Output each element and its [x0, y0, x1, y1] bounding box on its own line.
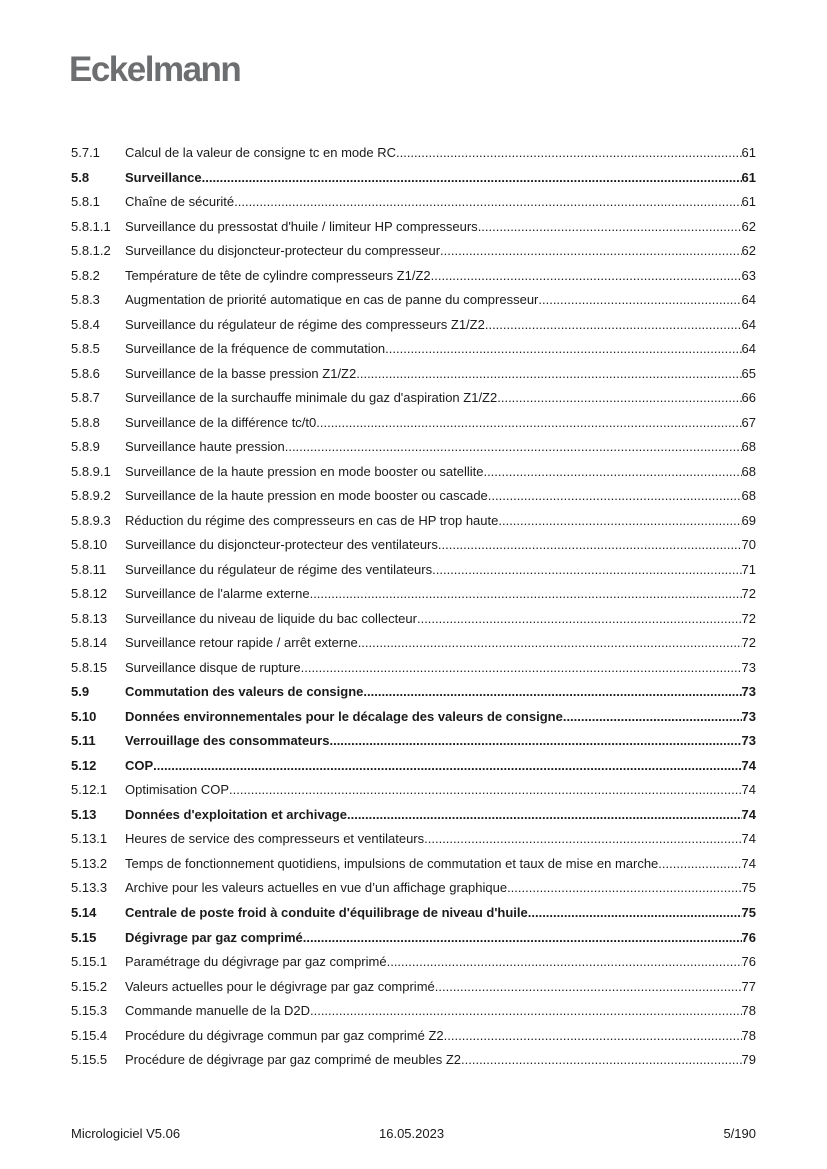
toc-entry-title-wrap [125, 778, 742, 803]
toc-entry[interactable] [71, 975, 756, 1000]
toc-entry[interactable] [71, 190, 756, 215]
toc-entry-number: 5.9 [71, 684, 90, 700]
toc-leader-dots [229, 778, 741, 803]
toc-entry-title: Optimisation COP [125, 782, 230, 798]
toc-entry-number: 5.8.1.1 [71, 218, 111, 234]
toc-entry-title-wrap [125, 484, 742, 509]
toc-entry-page: 65 [741, 365, 756, 381]
toc-entry-number: 5.8.14 [71, 635, 108, 651]
toc-entry-number: 5.8.9.2 [71, 488, 111, 504]
toc-entry-number: 5.8.1.2 [71, 243, 111, 259]
toc-entry-number: 5.13.3 [71, 880, 108, 896]
toc-leader-dots [316, 411, 741, 436]
toc-entry-title: COP [125, 757, 154, 773]
toc-entry-title-wrap [125, 509, 742, 534]
toc-entry-page: 78 [741, 1003, 756, 1019]
toc-entry-title: Valeurs actuelles pour le dégivrage par gaz comprimé [125, 978, 435, 994]
toc-leader-dots [387, 950, 742, 975]
toc-entry[interactable] [71, 337, 756, 362]
toc-entry[interactable] [71, 631, 756, 656]
toc-entry-number: 5.8.12 [71, 586, 108, 602]
toc-entry-title: Surveillance de la surchauffe minimale du gaz d'aspiration Z1/Z2 [125, 390, 498, 406]
toc-leader-dots [234, 190, 741, 215]
toc-entry[interactable] [71, 999, 756, 1024]
toc-entry-title-wrap [125, 950, 742, 975]
toc-entry-title: Paramétrage du dégivrage par gaz comprimé [125, 954, 387, 970]
toc-entry-page: 75 [741, 880, 756, 896]
toc-entry-title: Procédure du dégivrage commun par gaz comprimé Z2 [125, 1027, 444, 1043]
toc-entry-number: 5.13.2 [71, 855, 108, 871]
toc-entry-number: 5.8.6 [71, 365, 100, 381]
toc-entry[interactable] [71, 656, 756, 681]
toc-entry[interactable] [71, 754, 756, 779]
toc-entry-number: 5.8.2 [71, 267, 100, 283]
toc-entry-page: 73 [741, 684, 756, 700]
toc-entry-title: Surveillance de l'alarme externe [125, 586, 310, 602]
toc-entry[interactable] [71, 313, 756, 338]
toc-entry-title-wrap [125, 386, 742, 411]
toc-entry-number: 5.15.1 [71, 954, 108, 970]
toc-entry-title: Heures de service des compresseurs et ventilateurs [125, 831, 425, 847]
toc-entry-title: Augmentation de priorité automatique en cas de panne du compresseur [125, 292, 539, 308]
footer-date: 16.05.2023 [379, 1126, 445, 1141]
toc-leader-dots [347, 803, 742, 828]
toc-entry[interactable] [71, 582, 756, 607]
toc-entry-page: 74 [741, 831, 756, 847]
toc-entry[interactable] [71, 901, 756, 926]
toc-entry-title-wrap [125, 313, 742, 338]
toc-entry-number: 5.8.7 [71, 390, 100, 406]
toc-entry-title-wrap [125, 362, 742, 387]
toc-leader-dots [396, 141, 742, 166]
toc-entry-number: 5.10 [71, 708, 97, 724]
toc-entry-page: 77 [741, 978, 756, 994]
toc-entry-title: Température de tête de cylindre compresseurs Z1/Z2 [125, 267, 431, 283]
toc-entry-title-wrap [125, 827, 742, 852]
toc-leader-dots [358, 631, 742, 656]
page-footer [71, 1126, 756, 1141]
toc-leader-dots [385, 337, 741, 362]
toc-entry-page: 75 [741, 904, 756, 920]
toc-entry-page: 64 [741, 292, 756, 308]
toc-leader-dots [424, 827, 741, 852]
toc-entry-number: 5.8.10 [71, 537, 108, 553]
toc-entry-number: 5.12.1 [71, 782, 108, 798]
toc-entry[interactable] [71, 411, 756, 436]
toc-entry-title-wrap [125, 607, 742, 632]
toc-leader-dots [285, 435, 742, 460]
toc-entry-number: 5.8.11 [71, 561, 107, 577]
toc-entry-page: 73 [741, 708, 756, 724]
toc-leader-dots [301, 656, 742, 681]
toc-entry-title-wrap [125, 288, 742, 313]
toc-entry-title: Dégivrage par gaz comprimé [125, 929, 303, 945]
toc-entry-title-wrap [125, 1048, 742, 1073]
toc-entry-page: 68 [741, 488, 756, 504]
table-of-contents [71, 141, 756, 1073]
toc-entry-title-wrap [125, 460, 742, 485]
toc-entry-title-wrap [125, 803, 742, 828]
toc-entry-number: 5.12 [71, 757, 97, 773]
toc-entry[interactable] [71, 509, 756, 534]
toc-entry-title-wrap [125, 411, 742, 436]
toc-entry-title-wrap [125, 926, 742, 951]
toc-entry-page: 63 [741, 267, 756, 283]
toc-entry[interactable] [71, 1048, 756, 1073]
toc-entry-number: 5.15.4 [71, 1027, 108, 1043]
toc-entry-title-wrap [125, 680, 742, 705]
toc-entry-title: Archive pour les valeurs actuelles en vue d’un affichage graphique [125, 880, 508, 896]
toc-entry-number: 5.11 [71, 733, 96, 749]
toc-entry-number: 5.13 [71, 806, 97, 822]
toc-entry-title: Surveillance du disjoncteur-protecteur du compresseur [125, 243, 441, 259]
toc-entry[interactable] [71, 141, 756, 166]
toc-entry[interactable] [71, 1024, 756, 1049]
toc-entry[interactable] [71, 533, 756, 558]
toc-leader-dots [438, 533, 742, 558]
toc-leader-dots [310, 999, 742, 1024]
toc-entry-title: Chaîne de sécurité [125, 194, 235, 210]
toc-entry-page: 78 [741, 1027, 756, 1043]
toc-leader-dots [310, 582, 742, 607]
toc-entry-page: 74 [741, 757, 756, 773]
toc-leader-dots [485, 313, 742, 338]
toc-leader-dots [363, 680, 741, 705]
toc-entry-number: 5.7.1 [71, 145, 100, 160]
toc-entry[interactable] [71, 827, 756, 852]
toc-entry[interactable] [71, 166, 756, 191]
toc-entry-page: 66 [741, 390, 756, 406]
toc-entry-page: 69 [741, 512, 756, 528]
toc-entry[interactable] [71, 950, 756, 975]
toc-entry[interactable] [71, 435, 756, 460]
toc-entry-page: 64 [741, 341, 756, 357]
toc-entry[interactable] [71, 558, 756, 583]
toc-entry-number: 5.8.5 [71, 341, 100, 357]
toc-entry[interactable] [71, 386, 756, 411]
toc-leader-dots [528, 901, 742, 926]
toc-entry-title-wrap [125, 337, 742, 362]
toc-leader-dots [202, 166, 742, 191]
toc-entry-title-wrap [125, 166, 742, 191]
toc-entry-title: Données d'exploitation et archivage [125, 806, 347, 822]
toc-entry-title-wrap [125, 876, 742, 901]
toc-entry-number: 5.8.1 [71, 194, 100, 210]
toc-leader-dots [488, 484, 742, 509]
toc-entry-page: 64 [741, 316, 756, 332]
toc-entry[interactable] [71, 778, 756, 803]
toc-entry-title-wrap [125, 264, 742, 289]
toc-leader-dots [507, 876, 741, 901]
toc-entry-title: Surveillance de la basse pression Z1/Z2 [125, 365, 357, 381]
toc-entry-page: 61 [741, 194, 756, 210]
toc-entry-page: 73 [741, 733, 756, 749]
toc-leader-dots [356, 362, 741, 387]
toc-leader-dots [538, 288, 741, 313]
toc-entry-title: Verrouillage des consommateurs [125, 733, 330, 749]
toc-entry[interactable] [71, 803, 756, 828]
toc-entry-title: Surveillance de la fréquence de commutation [125, 341, 386, 357]
toc-entry-number: 5.8.3 [71, 292, 100, 308]
toc-entry-number: 5.15 [71, 929, 97, 945]
toc-entry-number: 5.8.8 [71, 414, 100, 430]
toc-entry-title-wrap [125, 631, 742, 656]
toc-entry-page: 72 [741, 586, 756, 602]
toc-leader-dots [483, 460, 741, 485]
toc-leader-dots [303, 926, 742, 951]
toc-entry-title: Centrale de poste froid à conduite d'équilibrage de niveau d'huile [125, 904, 528, 920]
toc-entry-title-wrap [125, 190, 742, 215]
toc-entry-title-wrap [125, 852, 742, 877]
toc-entry-number: 5.15.2 [71, 978, 108, 994]
toc-leader-dots [563, 705, 742, 730]
toc-entry[interactable] [71, 729, 756, 754]
toc-entry-page: 74 [741, 855, 756, 871]
toc-entry-number: 5.8.9.3 [71, 512, 111, 528]
toc-entry-page: 79 [741, 1052, 756, 1068]
toc-entry-title-wrap [125, 754, 742, 779]
toc-entry-title: Surveillance du pressostat d'huile / limiteur HP compresseurs [125, 218, 478, 234]
toc-entry-number: 5.15.5 [71, 1052, 108, 1068]
toc-entry-title: Surveillance du niveau de liquide du bac collecteur [125, 610, 417, 626]
toc-entry[interactable] [71, 288, 756, 313]
toc-entry-title-wrap [125, 141, 742, 166]
toc-entry-title: Surveillance de la haute pression en mode booster ou satellite [125, 463, 484, 479]
toc-entry[interactable] [71, 876, 756, 901]
toc-leader-dots [153, 754, 741, 779]
toc-entry-title: Procédure de dégivrage par gaz comprimé de meubles Z2 [125, 1052, 462, 1068]
toc-leader-dots [461, 1048, 742, 1073]
toc-entry[interactable] [71, 362, 756, 387]
toc-entry-title-wrap [125, 705, 742, 730]
toc-leader-dots [658, 852, 741, 877]
toc-entry-page: 67 [741, 414, 756, 430]
toc-entry[interactable] [71, 680, 756, 705]
toc-entry-page: 68 [741, 463, 756, 479]
toc-entry-title-wrap [125, 533, 742, 558]
toc-entry-page: 72 [741, 635, 756, 651]
toc-leader-dots [478, 215, 742, 240]
toc-entry-title: Commutation des valeurs de consigne [125, 684, 364, 700]
toc-entry-title: Surveillance de la haute pression en mode booster ou cascade [125, 488, 488, 504]
toc-entry-number: 5.8.9 [71, 439, 100, 455]
toc-entry[interactable] [71, 926, 756, 951]
toc-entry-title-wrap [125, 558, 742, 583]
toc-entry-page: 76 [741, 954, 756, 970]
toc-entry[interactable] [71, 264, 756, 289]
toc-entry-title-wrap [125, 901, 742, 926]
toc-entry-number: 5.13.1 [71, 831, 108, 847]
company-logo: Eckelmann [69, 50, 241, 89]
toc-entry-title-wrap [125, 435, 742, 460]
toc-entry-title-wrap [125, 1024, 742, 1049]
toc-entry-number: 5.8.13 [71, 610, 108, 626]
toc-entry-title: Calcul de la valeur de consigne tc en mode RC [125, 145, 396, 160]
toc-entry-page: 62 [741, 243, 756, 259]
toc-leader-dots [431, 264, 742, 289]
footer-page-number: 5/190 [723, 1126, 756, 1141]
toc-entry[interactable] [71, 460, 756, 485]
toc-leader-dots [417, 607, 742, 632]
toc-entry-title-wrap [125, 239, 742, 264]
toc-entry-page: 70 [741, 537, 756, 553]
toc-entry-page: 71 [741, 561, 756, 577]
toc-entry-page: 61 [741, 145, 756, 160]
toc-leader-dots [497, 386, 741, 411]
toc-entry-title: Surveillance disque de rupture [125, 659, 301, 675]
toc-entry-title: Commande manuelle de la D2D [125, 1003, 310, 1019]
toc-entry-page: 61 [741, 169, 756, 185]
toc-entry[interactable] [71, 852, 756, 877]
toc-entry-page: 74 [741, 782, 756, 798]
toc-entry-page: 74 [741, 806, 756, 822]
toc-entry-page: 76 [741, 929, 756, 945]
toc-leader-dots [444, 1024, 742, 1049]
toc-entry-title: Surveillance [125, 169, 202, 185]
toc-entry[interactable] [71, 607, 756, 632]
toc-entry-title: Données environnementales pour le décalage des valeurs de consigne [125, 708, 563, 724]
toc-leader-dots [435, 975, 742, 1000]
toc-entry-title-wrap [125, 215, 742, 240]
toc-entry-title-wrap [125, 656, 742, 681]
toc-entry-page: 72 [741, 610, 756, 626]
toc-entry-title: Surveillance de la différence tc/t0 [125, 414, 317, 430]
toc-leader-dots [329, 729, 741, 754]
toc-entry-title: Surveillance du régulateur de régime des compresseurs Z1/Z2 [125, 316, 485, 332]
toc-leader-dots [432, 558, 741, 583]
toc-leader-dots [498, 509, 741, 534]
toc-entry-title: Surveillance du régulateur de régime des ventilateurs [125, 561, 433, 577]
toc-entry[interactable] [71, 705, 756, 730]
toc-entry-title: Temps de fonctionnement quotidiens, impulsions de commutation et taux de mise en marche [125, 855, 659, 871]
toc-leader-dots [440, 239, 741, 264]
toc-entry-number: 5.8.9.1 [71, 463, 111, 479]
toc-entry[interactable] [71, 484, 756, 509]
toc-entry-title: Surveillance retour rapide / arrêt externe [125, 635, 358, 651]
toc-entry-number: 5.14 [71, 904, 97, 920]
toc-entry-number: 5.8.15 [71, 659, 108, 675]
toc-entry-page: 68 [741, 439, 756, 455]
toc-entry-title-wrap [125, 975, 742, 1000]
toc-entry-number: 5.8 [71, 169, 90, 185]
toc-entry[interactable] [71, 239, 756, 264]
toc-entry[interactable] [71, 215, 756, 240]
toc-entry-page: 73 [741, 659, 756, 675]
toc-entry-title-wrap [125, 999, 742, 1024]
toc-entry-title: Surveillance du disjoncteur-protecteur des ventilateurs [125, 537, 438, 553]
toc-entry-title: Réduction du régime des compresseurs en cas de HP trop haute [125, 512, 499, 528]
toc-entry-number: 5.15.3 [71, 1003, 108, 1019]
toc-entry-title-wrap [125, 582, 742, 607]
toc-entry-number: 5.8.4 [71, 316, 100, 332]
toc-entry-title: Surveillance haute pression [125, 439, 285, 455]
footer-firmware-version: Micrologiciel V5.06 [71, 1126, 181, 1141]
toc-entry-page: 62 [741, 218, 756, 234]
toc-entry-title-wrap [125, 729, 742, 754]
